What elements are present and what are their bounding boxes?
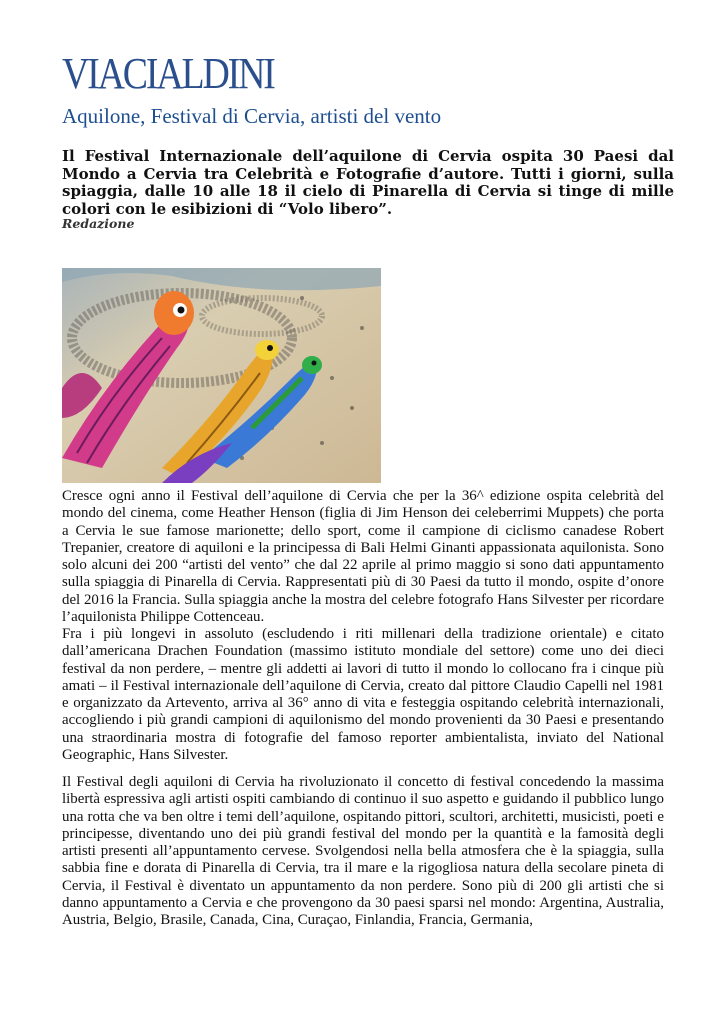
- article-author: Redazione: [62, 216, 135, 231]
- article-lead: Il Festival Internazionale dell’aquilone di Cervia ospita 30 Paesi dal Mondo a Cervia tra Celebrità e Fotografie d’autore. Tutti i giorni, sulla spiaggia, dalle 10 alle 18 il cielo di Pinarella di Cervia si tinge di mille colori con le esibizioni di “Volo libero”.: [62, 147, 674, 219]
- kite-photo-illustration: [62, 268, 381, 483]
- article-headline: Aquilone, Festival di Cervia, artisti del vento: [62, 104, 442, 128]
- article-paragraph: Il Festival degli aquiloni di Cervia ha rivoluzionato il concetto di festival concedendo la massima libertà espressiva agli artisti ospiti cambiando di continuo il suo aspetto e guidando il pubblico lungo una rotta che va ben oltre i temi dell’aquilone, ospitando pittori, scultori, architetti, musicisti, poeti e principesse, diventando uno dei più grandi festival del mondo per la quantità e la famosità degli artisti presenti all’appuntamento cervese. Svolgendosi nella bella atmosfera che è la spiaggia, sulla sabbia fine e dorata di Pinarella di Cervia, tra il mare e la rigogliosa natura della secolare pineta di Cervia, il Festival è diventato un appuntamento da non perdere. Sono più di 200 gli artisti che si danno appuntamento a Cervia e che provengono da 30 paesi sparsi nel mondo: Argentina, Australia, Austria, Belgio, Brasile, Canada, Cina, Curaçao, Finlandia, Francia, Germania,: [62, 774, 664, 928]
- article-body: [62, 488, 664, 929]
- site-logo[interactable]: VIACIALDINI: [62, 49, 274, 98]
- article-photo-kites-on-beach: [62, 268, 381, 483]
- article-paragraph: Cresce ogni anno il Festival dell’aquilone di Cervia che per la 36^ edizione ospita celebrità del mondo del cinema, come Heather Henson (figlia di Jim Henson dei celeberrimi Muppets) che porta a Cervia le sue famose marionette; dello sport, come il campione di ciclismo canadese Robert Trepanier, creatore di aquiloni e la principessa di Bali Helmi Ginanti appassionata aquilonista. Sono solo alcuni dei 200 “artisti del vento” che dal 22 aprile al primo maggio si sono dati appuntamento sulla spiaggia di Pinarella di Cervia. Rappresentati più di 30 Paesi da tutto il mondo, ospite d’onore del 2016 la Francia. Sulla spiaggia anche la mostra del celebre fotografo Hans Silvester per ricordare l’aquilonista Philippe Cottenceau. Fra i più longevi in assoluto (escludendo i riti millenari della tradizione orientale) e citato dall’americana Drachen Foundation (massimo istituto mondiale del settore) come uno dei dieci festival da non perdere, – mentre gli addetti ai lavori di tutto il mondo lo collocano fra i cinque più amati – il Festival internazionale dell’aquilone di Cervia, creato dal pittore Claudio Capelli nel 1981 e organizzato da Artevento, arriva al 36° anno di vita e festeggia ospitando celebrità internazionali, accogliendo i più grandi campioni di aquilonismo del mondo provenienti da 30 Paesi e presentando una straordinaria mostra di fotografie del famoso reporter ambientalista, inviato del National Geographic, Hans Silvester.: [62, 488, 664, 763]
